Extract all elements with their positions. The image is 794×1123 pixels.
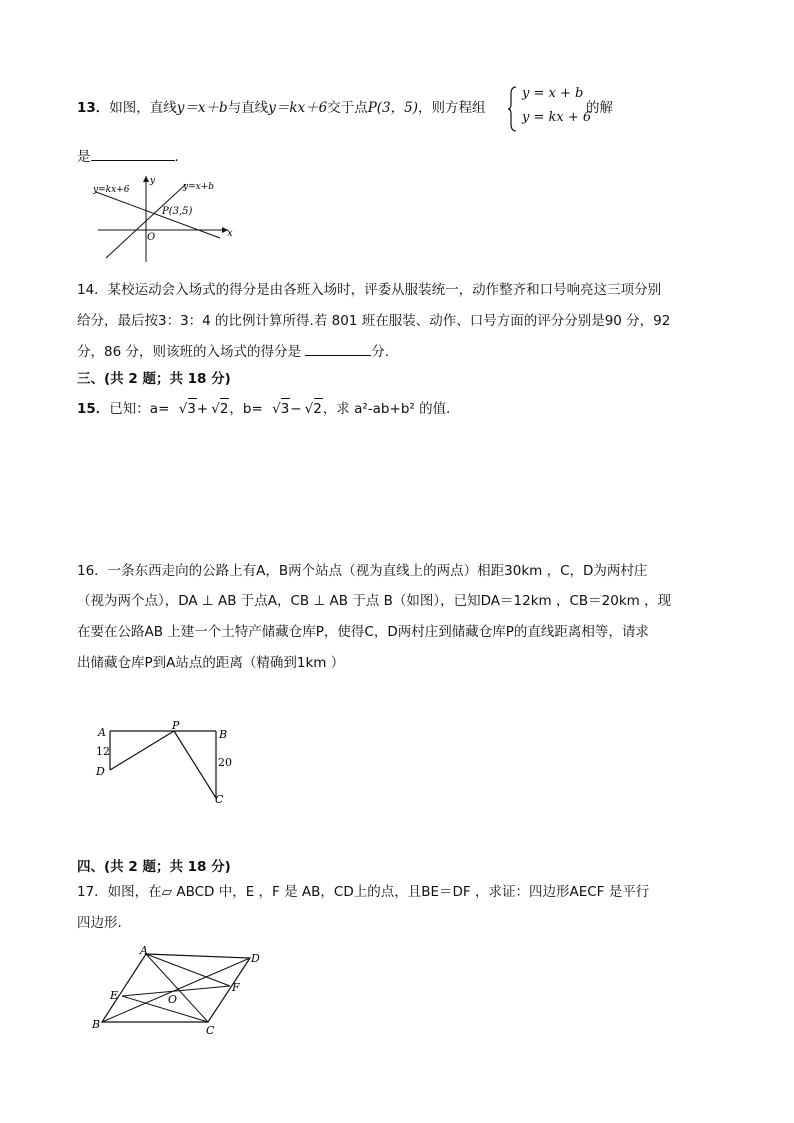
q16-line1: 16．一条东西走向的公路上有A，B两个站点（视为直线上的两点）相距30km ，C，D为两村庄 [77, 563, 648, 579]
q14-line3: 分，86 分，则该班的入场式的得分是 分. [77, 341, 389, 362]
label-E: E [110, 989, 119, 1002]
label-A: A [140, 944, 148, 957]
q13-eq1: y＝x＋b [176, 100, 228, 116]
label-20: 20 [218, 756, 232, 769]
q14-line2: 给分，最后按3：3：4 的比例计算所得.若 801 班在服装、动作、口号方面的评分分别是90 分，92 [77, 313, 671, 329]
label-B: B [92, 1018, 101, 1031]
q17-line2: 四边形. [77, 915, 122, 931]
label-P: P [172, 719, 180, 732]
segment-PC [174, 731, 216, 798]
q14-line1: 14．某校运动会入场式的得分是由各班入场时，评委从服装统一，动作整齐和口号响亮这三项分别 [77, 282, 662, 298]
label-F: F [232, 981, 240, 994]
q16-line4: 出储藏仓库P到A站点的距离（精确到1km ） [77, 655, 345, 671]
sqrt2-b: √2 [314, 398, 323, 419]
answer-blank[interactable] [305, 341, 371, 356]
parallelogram-ABCD [102, 954, 250, 1022]
sqrt3-b: √3 [281, 398, 290, 419]
q13-point: P(3，5) [367, 100, 418, 116]
q13-eq2: y＝kx＋6 [268, 100, 328, 116]
q13-number: 13． [77, 100, 110, 116]
section-4-title: 四、(共 2 题；共 18 分) [77, 859, 231, 875]
label-kx6: y=kx+6 [93, 185, 130, 195]
sqrt2-a: √2 [220, 398, 229, 419]
q17-figure [88, 944, 264, 1038]
sqrt3-a: √3 [188, 398, 197, 419]
q17-line1: 17．如图，在▱ ABCD 中，E ，F 是 AB，CD上的点，且BE＝DF ，求证：四边形AECF 是平行 [77, 884, 650, 900]
label-A: A [98, 726, 106, 739]
q15-line: 15．已知：a= √3+ √2，b= √3− √2，求 a²-ab+b² 的值． [77, 398, 460, 419]
segment-DP [110, 731, 174, 770]
y-arrow-icon [143, 176, 149, 182]
q13-tail: 的解 [586, 100, 613, 116]
label-D: D [251, 952, 260, 965]
q13-line1: 13．如图，直线y＝x＋b与直线y＝kx＋6交于点P(3，5)，则方程组 [77, 100, 486, 116]
q13-figure [88, 172, 238, 264]
label-xb: y=x+b [183, 182, 215, 192]
q13-line2: 是 . [77, 146, 179, 167]
q16-line3: 在要在公路AB 上建一个土特产储藏仓库P，使得C，D两村庄到储藏仓库P的直线距离相等，请求 [77, 624, 649, 640]
label-y: y [150, 176, 156, 186]
brace-icon [508, 86, 518, 132]
segment-EC [122, 996, 208, 1022]
q16-line2: （视为两个点），DA ⊥ AB 于点A，CB ⊥ AB 于点 B（如图），已知DA＝12km ，CB＝20km ，现 [77, 593, 672, 609]
section-3-title: 三、(共 2 题；共 18 分) [77, 371, 231, 387]
line-kx6 [96, 192, 220, 238]
q13-system-eq2: y = kx + 6 [522, 110, 592, 125]
label-12: 12 [96, 745, 110, 758]
label-B: B [219, 728, 228, 741]
q13-system-eq1: y = x + b [522, 86, 584, 101]
label-C: C [206, 1024, 215, 1037]
label-C: C [215, 793, 224, 806]
segment-AF [146, 954, 230, 986]
label-point: P(3,5) [162, 206, 193, 217]
answer-blank[interactable] [91, 146, 175, 161]
diagonal-AC [146, 954, 208, 1022]
label-x: x [227, 228, 233, 239]
label-origin: O [147, 232, 156, 243]
label-O: O [168, 993, 178, 1006]
q16-figure [90, 718, 240, 808]
label-D: D [96, 765, 105, 778]
